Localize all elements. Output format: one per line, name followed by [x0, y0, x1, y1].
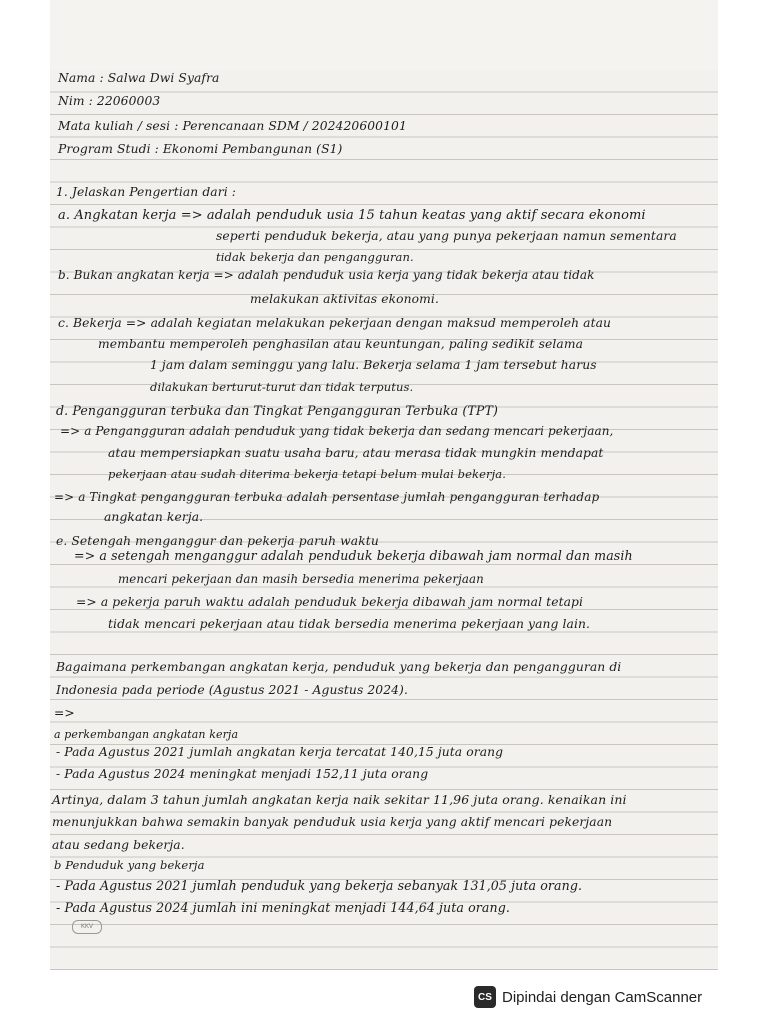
answer-2b-title: b Penduduk yang bekerja [54, 858, 205, 872]
answer-1e-title: e. Setengah menganggur dan pekerja paruh waktu [56, 534, 379, 548]
answer-2a-line-5: atau sedang bekerja. [52, 838, 185, 852]
answer-1e-line-3: => a pekerja paruh waktu adalah penduduk bekerja dibawah jam normal tetapi [76, 595, 584, 609]
answer-2a-line-4: menunjukkan bahwa semakin banyak penduduk usia kerja yang aktif mencari pekerjaan [52, 815, 613, 829]
answer-1c-line-2: membantu memperoleh penghasilan atau keuntungan, paling sedikit selama [98, 337, 584, 351]
answer-2b-line-2: - Pada Agustus 2024 jumlah ini meningkat menjadi 144,64 juta orang. [56, 900, 511, 915]
answer-1d-line-4: => a Tingkat pengangguran terbuka adalah persentase jumlah pengangguran terhadap [54, 490, 600, 504]
answer-1c-line-3: 1 jam dalam seminggu yang lalu. Bekerja selama 1 jam tersebut harus [150, 358, 597, 372]
program-line: Program Studi : Ekonomi Pembangunan (S1) [58, 142, 343, 156]
answer-2a-title: a perkembangan angkatan kerja [54, 728, 239, 741]
answer-2-arrow: => [54, 706, 75, 720]
page-stamp: KKV [72, 920, 102, 934]
answer-1d-line-2: atau mempersiapkan suatu usaha baru, atau merasa tidak mungkin mendapat [108, 446, 604, 460]
name-line: Nama : Salwa Dwi Syafra [58, 71, 220, 85]
scanned-page [50, 0, 718, 970]
camscanner-label: Dipindai dengan CamScanner [502, 988, 703, 1006]
answer-1a-line-3: tidak bekerja dan pengangguran. [216, 250, 414, 264]
camscanner-watermark [474, 984, 702, 1010]
answer-1a-line-2: seperti penduduk bekerja, atau yang punya pekerjaan namun sementara [216, 229, 677, 243]
answer-1a-line-1: a. Angkatan kerja => adalah penduduk usia 15 tahun keatas yang aktif secara ekonomi [58, 208, 646, 223]
question-2-line-1: Bagaimana perkembangan angkatan kerja, penduduk yang bekerja dan pengangguran di [56, 660, 622, 674]
answer-1d-line-5: angkatan kerja. [104, 510, 204, 524]
answer-1c-line-4: dilakukan berturut-turut dan tidak terputus. [150, 380, 414, 394]
camscanner-icon: CS [474, 986, 496, 1008]
answer-2b-line-1: - Pada Agustus 2021 jumlah penduduk yang bekerja sebanyak 131,05 juta orang. [56, 878, 583, 893]
answer-1b-line-2: melakukan aktivitas ekonomi. [250, 292, 439, 306]
answer-1b-line-1: b. Bukan angkatan kerja => adalah penduduk usia kerja yang tidak bekerja atau tidak [58, 268, 595, 282]
answer-2a-line-1: - Pada Agustus 2021 jumlah angkatan kerja tercatat 140,15 juta orang [56, 745, 504, 759]
question-1-title: 1. Jelaskan Pengertian dari : [56, 185, 236, 199]
answer-1e-line-2: mencari pekerjaan dan masih bersedia menerima pekerjaan [118, 572, 484, 586]
answer-1d-title: d. Pengangguran terbuka dan Tingkat Pengangguran Terbuka (TPT) [56, 403, 498, 418]
answer-1e-line-4: tidak mencari pekerjaan atau tidak bersedia menerima pekerjaan yang lain. [108, 617, 591, 631]
nim-line: Nim : 22060003 [58, 94, 161, 108]
course-line: Mata kuliah / sesi : Perencanaan SDM / 202420600101 [58, 119, 407, 133]
answer-2a-line-3: Artinya, dalam 3 tahun jumlah angkatan kerja naik sekitar 11,96 juta orang. kenaikan ini [52, 792, 627, 807]
answer-2a-line-2: - Pada Agustus 2024 meningkat menjadi 152,11 juta orang [56, 767, 429, 781]
answer-1d-line-1: => a Pengangguran adalah penduduk yang tidak bekerja dan sedang mencari pekerjaan, [60, 424, 614, 438]
answer-1c-line-1: c. Bekerja => adalah kegiatan melakukan pekerjaan dengan maksud memperoleh atau [58, 316, 612, 330]
answer-1d-line-3: pekerjaan atau sudah diterima bekerja tetapi belum mulai bekerja. [108, 467, 506, 481]
answer-1e-line-1: => a setengah menganggur adalah penduduk bekerja dibawah jam normal dan masih [74, 548, 633, 563]
question-2-line-2: Indonesia pada periode (Agustus 2021 - Agustus 2024). [56, 683, 408, 697]
